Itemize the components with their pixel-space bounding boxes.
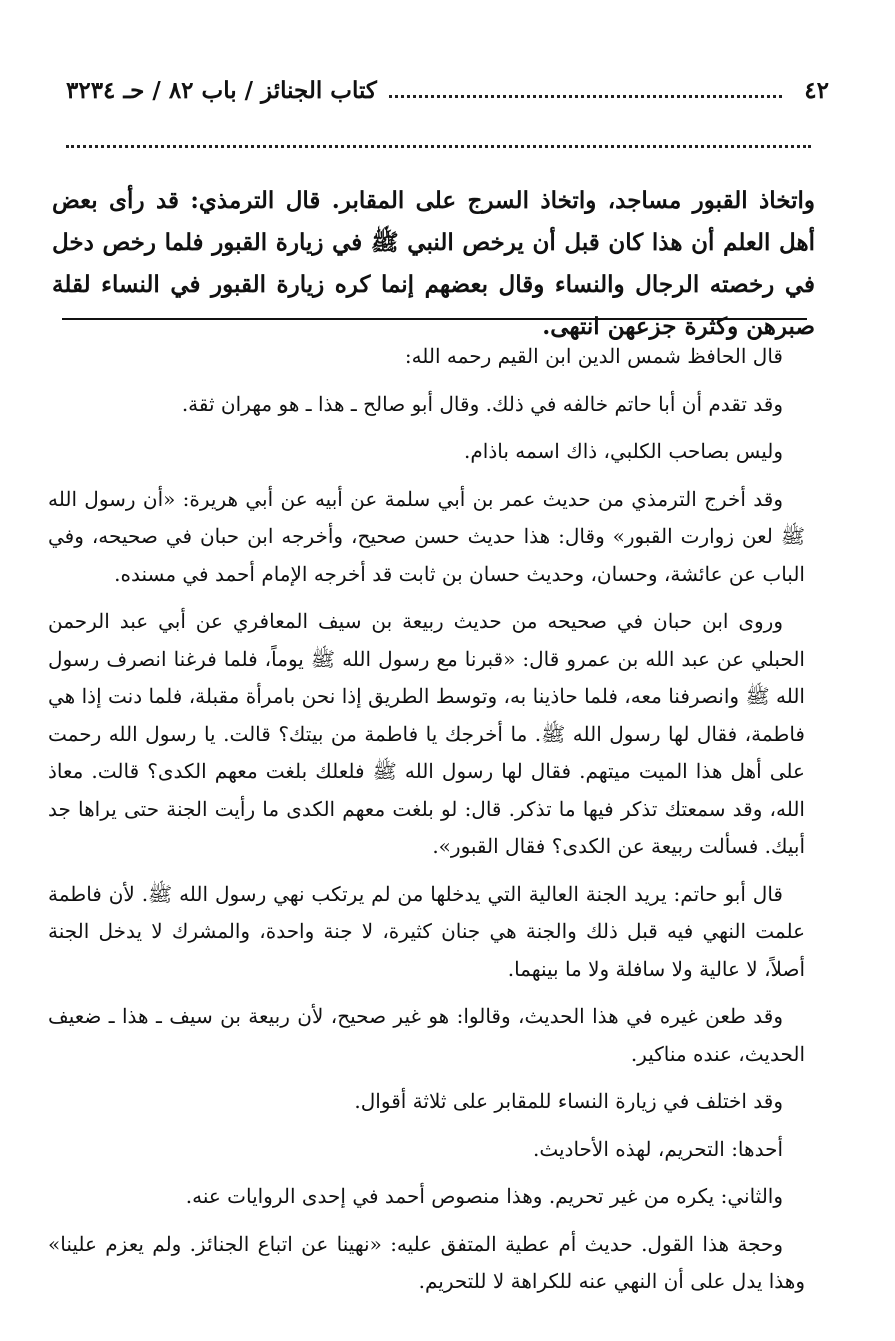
upper-commentary xyxy=(52,180,815,348)
running-title: كتاب الجنائز / باب ٨٢ / حـ ٣٢٣٤ xyxy=(66,76,377,104)
paragraph-5: وروى ابن حبان في صحيحه من حديث ربيعة بن سيف المعافري عن أبي عبد الرحمن الحبلي عن عبد الله بن عمرو قال: «قبرنا مع رسول الله ﷺ يوماً، فلما فرغنا انصرف رسول الله ﷺ وانصرفنا معه، فلما حاذينا به، وتوسط الطريق إذا نحن بامرأة مقبلة، فلما دنت إذا هي فاطمة، فقال لها رسول الله ﷺ. ما أخرجك يا فاطمة من بيتك؟ قالت. يا رسول الله رحمت على أهل هذا الميت ميتهم. فقال لها رسول الله ﷺ فلعلك بلغت معهم الكدى؟ قالت. معاذ الله، وقد سمعتك تذكر فيها ما تذكر. قال: لو بلغت معهم الكدى ما رأيت الجنة حتى يراها جد أبيك. فسألت ربيعة عن الكدى؟ فقال القبور». xyxy=(48,609,805,858)
paragraph-2: وقد تقدم أن أبا حاتم خالفه في ذلك. وقال أبو صالح ـ هذا ـ هو مهران ثقة. xyxy=(181,391,783,416)
upper-paragraph: واتخاذ القبور مساجد، واتخاذ السرج على المقابر. قال الترمذي: قد رأى بعض أهل العلم أن هذا كان قبل أن يرخص النبي ﷺ في زيارة القبور فلما رخص دخل في رخصته الرجال والنساء وقال بعضهم إنما كره زيارة القبور في النساء لقلة صبرهن وكثرة جزعهن انتهى. xyxy=(52,187,815,340)
main-commentary xyxy=(48,338,805,1311)
page-number: ٤٢ xyxy=(804,76,829,104)
solid-divider xyxy=(62,318,807,320)
header-dotted-leader xyxy=(389,95,782,98)
paragraph-4: وقد أخرج الترمذي من حديث عمر بن أبي سلمة عن أبيه عن أبي هريرة: «أن رسول الله ﷺ لعن زوارت القبور» وقال: هذا حديث حسن صحيح، وأخرجه ابن حبان في صحيحه، وفي الباب عن عائشة، وحسان، وحديث حسان بن ثابت قد أخرجه الإمام أحمد في مسنده. xyxy=(48,486,805,586)
paragraph-8: وقد اختلف في زيارة النساء للمقابر على ثلاثة أقوال. xyxy=(354,1089,783,1113)
paragraph-7: وقد طعن غيره في هذا الحديث، وقالوا: هو غير صحيح، لأن ربيعة بن سيف ـ هذا ـ ضعيف الحديث، عنده مناكير. xyxy=(48,1004,805,1066)
paragraph-1: قال الحافظ شمس الدين ابن القيم رحمه الله: xyxy=(404,344,783,368)
paragraph-3: وليس بصاحب الكلبي، ذاك اسمه باذام. xyxy=(464,439,783,463)
paragraph-10: والثاني: يكره من غير تحريم. وهذا منصوص أحمد في إحدى الروايات عنه. xyxy=(185,1184,783,1208)
paragraph-6: قال أبو حاتم: يريد الجنة العالية التي يدخلها من لم يرتكب نهي رسول الله ﷺ. لأن فاطمة علمت النهي فيه قبل ذلك والجنة هي جنان كثيرة، لا جنة واحدة، والمشرك لا يدخل الجنة أصلاً، لا عالية ولا سافلة ولا ما بينهما. xyxy=(48,881,806,981)
paragraph-9: أحدها: التحريم، لهذه الأحاديث. xyxy=(532,1136,783,1161)
paragraph-11: وحجة هذا القول. حديث أم عطية المتفق عليه: «نهينا عن اتباع الجنائز. ولم يعزم علينا» وهذا يدل على أن النهي عنه للكراهة لا للتحريم. xyxy=(48,1231,805,1293)
page-header xyxy=(66,70,829,110)
dotted-divider xyxy=(66,145,811,148)
